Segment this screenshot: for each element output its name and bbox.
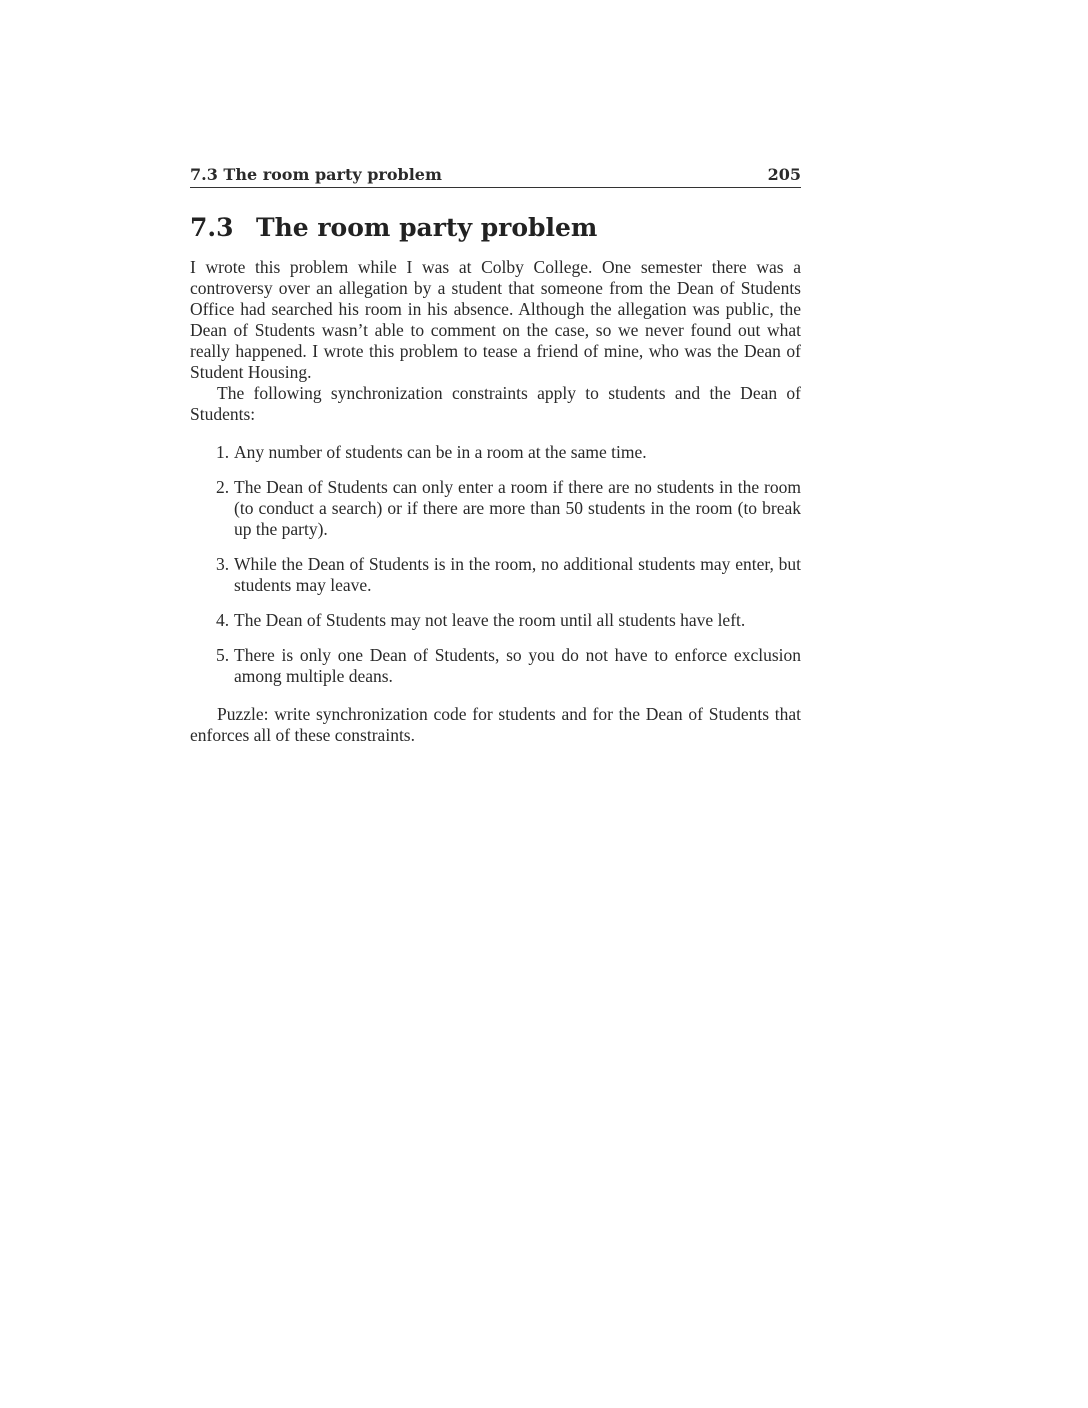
list-item [190,645,801,687]
list-item [190,477,801,540]
list-item [190,442,801,463]
running-header [190,165,801,188]
puzzle-paragraph: Puzzle: write synchronization code for students and for the Dean of Students that enforces all of these constraints. [190,704,801,745]
list-item-text: Any number of students can be in a room at the same time. [234,442,647,462]
list-item [190,554,801,596]
list-item-number: 3. [216,554,230,574]
list-item-number: 5. [216,645,230,665]
list-item-text: The Dean of Students may not leave the room until all students have left. [234,610,746,630]
list-item-text: There is only one Dean of Students, so you do not have to enforce exclusion among multiple deans. [234,645,801,686]
list-item-number: 1. [216,442,230,462]
list-item-text: The Dean of Students can only enter a room if there are no students in the room (to conduct a search) or if there are more than 50 students in the room (to break up the party). [234,477,801,539]
list-item-number: 4. [216,610,230,630]
section-title: The room party problem [256,213,598,242]
section-heading [190,212,801,244]
list-item-text: While the Dean of Students is in the room, no additional students may enter, but students may leave. [234,554,801,595]
page-number: 205 [767,165,801,184]
constraints-lead-paragraph: The following synchronization constraints apply to students and the Dean of Students: [190,383,801,424]
list-item [190,610,801,631]
intro-paragraph: I wrote this problem while I was at Colby College. One semester there was a controversy over an allegation by a student that someone from the Dean of Students Office had searched his room in his absence. Although the allegation was public, the Dean of Students wasn’t able to comment on the case, so we never found out what really happened. I wrote this problem to tease a friend of mine, who was the Dean of Student Housing. [190,257,801,382]
list-item-number: 2. [216,477,230,497]
constraints-list [190,442,801,687]
running-title: 7.3 The room party problem [190,165,442,184]
section-number: 7.3 [190,213,234,242]
book-page [190,165,801,746]
